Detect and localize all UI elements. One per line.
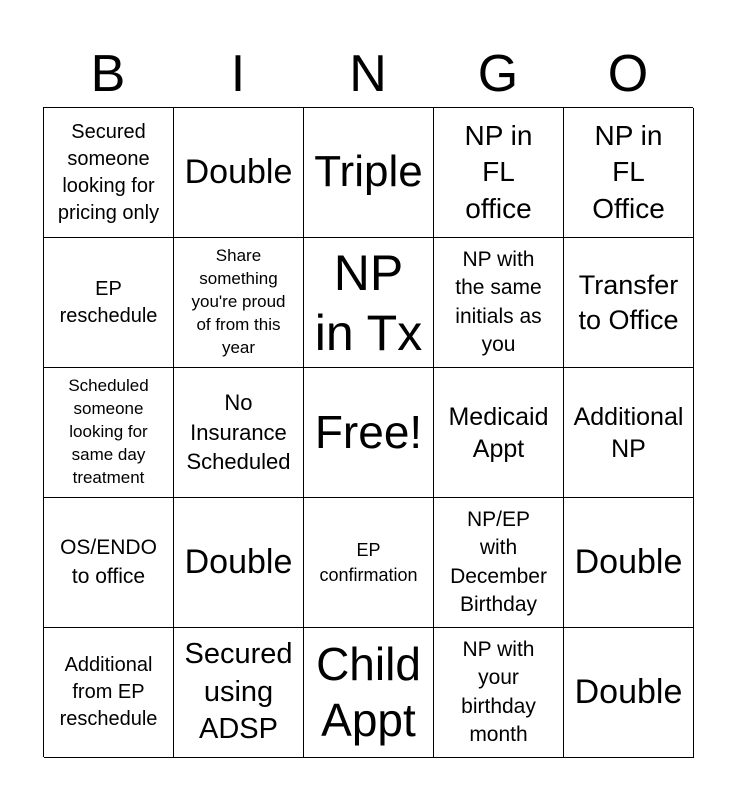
bingo-cell-r3-c3[interactable]	[304, 368, 434, 498]
bingo-cell-r2-c2[interactable]	[174, 238, 304, 368]
bingo-cell-r4-c1[interactable]	[44, 498, 174, 628]
bingo-header	[43, 40, 693, 108]
cell-label: Medicaid Appt	[448, 402, 549, 463]
cell-label: Child Appt	[316, 638, 421, 746]
header-letter-i: I	[230, 45, 246, 103]
bingo-cell-r4-c4[interactable]	[434, 498, 564, 628]
cell-label: No Insurance Scheduled	[186, 389, 291, 475]
cell-label: NP with the same initials as you	[455, 247, 542, 356]
bingo-cell-r4-c2[interactable]	[174, 498, 304, 628]
cell-label: OS/ENDO to office	[60, 536, 157, 588]
bingo-cell-r4-c5[interactable]	[564, 498, 694, 628]
bingo-cell-r3-c5[interactable]	[564, 368, 694, 498]
cell-label: NP with your birthday month	[461, 637, 536, 746]
cell-label: Double	[184, 542, 293, 581]
header-letter-o: O	[607, 45, 649, 103]
cell-label: NP in Tx	[314, 244, 423, 361]
bingo-cell-r5-c4[interactable]	[434, 628, 564, 758]
cell-label: Triple	[314, 147, 423, 197]
bingo-cell-r2-c3[interactable]	[304, 238, 434, 368]
header-letter-b: B	[90, 45, 126, 103]
cell-label: Transfer to Office	[578, 269, 679, 335]
bingo-cell-r1-c2[interactable]	[174, 108, 304, 238]
cell-label: Double	[574, 672, 683, 711]
cell-label: NP in FL office	[464, 119, 533, 224]
cell-label: NP in FL Office	[592, 119, 665, 224]
bingo-cell-r5-c5[interactable]	[564, 628, 694, 758]
cell-label: Additional NP	[573, 402, 684, 463]
header-letter-n: N	[349, 45, 387, 103]
cell-label: NP/EP with December Birthday	[450, 507, 547, 616]
cell-label: Additional from EP reschedule	[59, 654, 158, 730]
bingo-cell-r3-c2[interactable]	[174, 368, 304, 498]
cell-label: Secured someone looking for pricing only	[57, 120, 160, 224]
cell-label: Free!	[314, 406, 423, 459]
bingo-grid	[43, 107, 693, 757]
bingo-cell-r5-c1[interactable]	[44, 628, 174, 758]
bingo-cell-r4-c3[interactable]	[304, 498, 434, 628]
cell-label: EP confirmation	[319, 540, 418, 585]
bingo-cell-r1-c4[interactable]	[434, 108, 564, 238]
cell-label: Double	[184, 152, 293, 191]
header-letter-g: G	[477, 45, 519, 103]
bingo-cell-r2-c1[interactable]	[44, 238, 174, 368]
bingo-cell-r5-c3[interactable]	[304, 628, 434, 758]
bingo-cell-r3-c1[interactable]	[44, 368, 174, 498]
bingo-cell-r1-c5[interactable]	[564, 108, 694, 238]
bingo-cell-r3-c4[interactable]	[434, 368, 564, 498]
bingo-cell-r1-c1[interactable]	[44, 108, 174, 238]
cell-label: EP reschedule	[59, 277, 158, 327]
cell-label: Double	[574, 542, 683, 581]
bingo-cell-r2-c5[interactable]	[564, 238, 694, 368]
bingo-cell-r2-c4[interactable]	[434, 238, 564, 368]
cell-label: Secured using ADSP	[184, 637, 293, 746]
bingo-cell-r5-c2[interactable]	[174, 628, 304, 758]
cell-label: Share something you're proud of from this year	[191, 246, 286, 357]
cell-label: Scheduled someone looking for same day treatment	[68, 376, 149, 487]
bingo-cell-r1-c3[interactable]	[304, 108, 434, 238]
